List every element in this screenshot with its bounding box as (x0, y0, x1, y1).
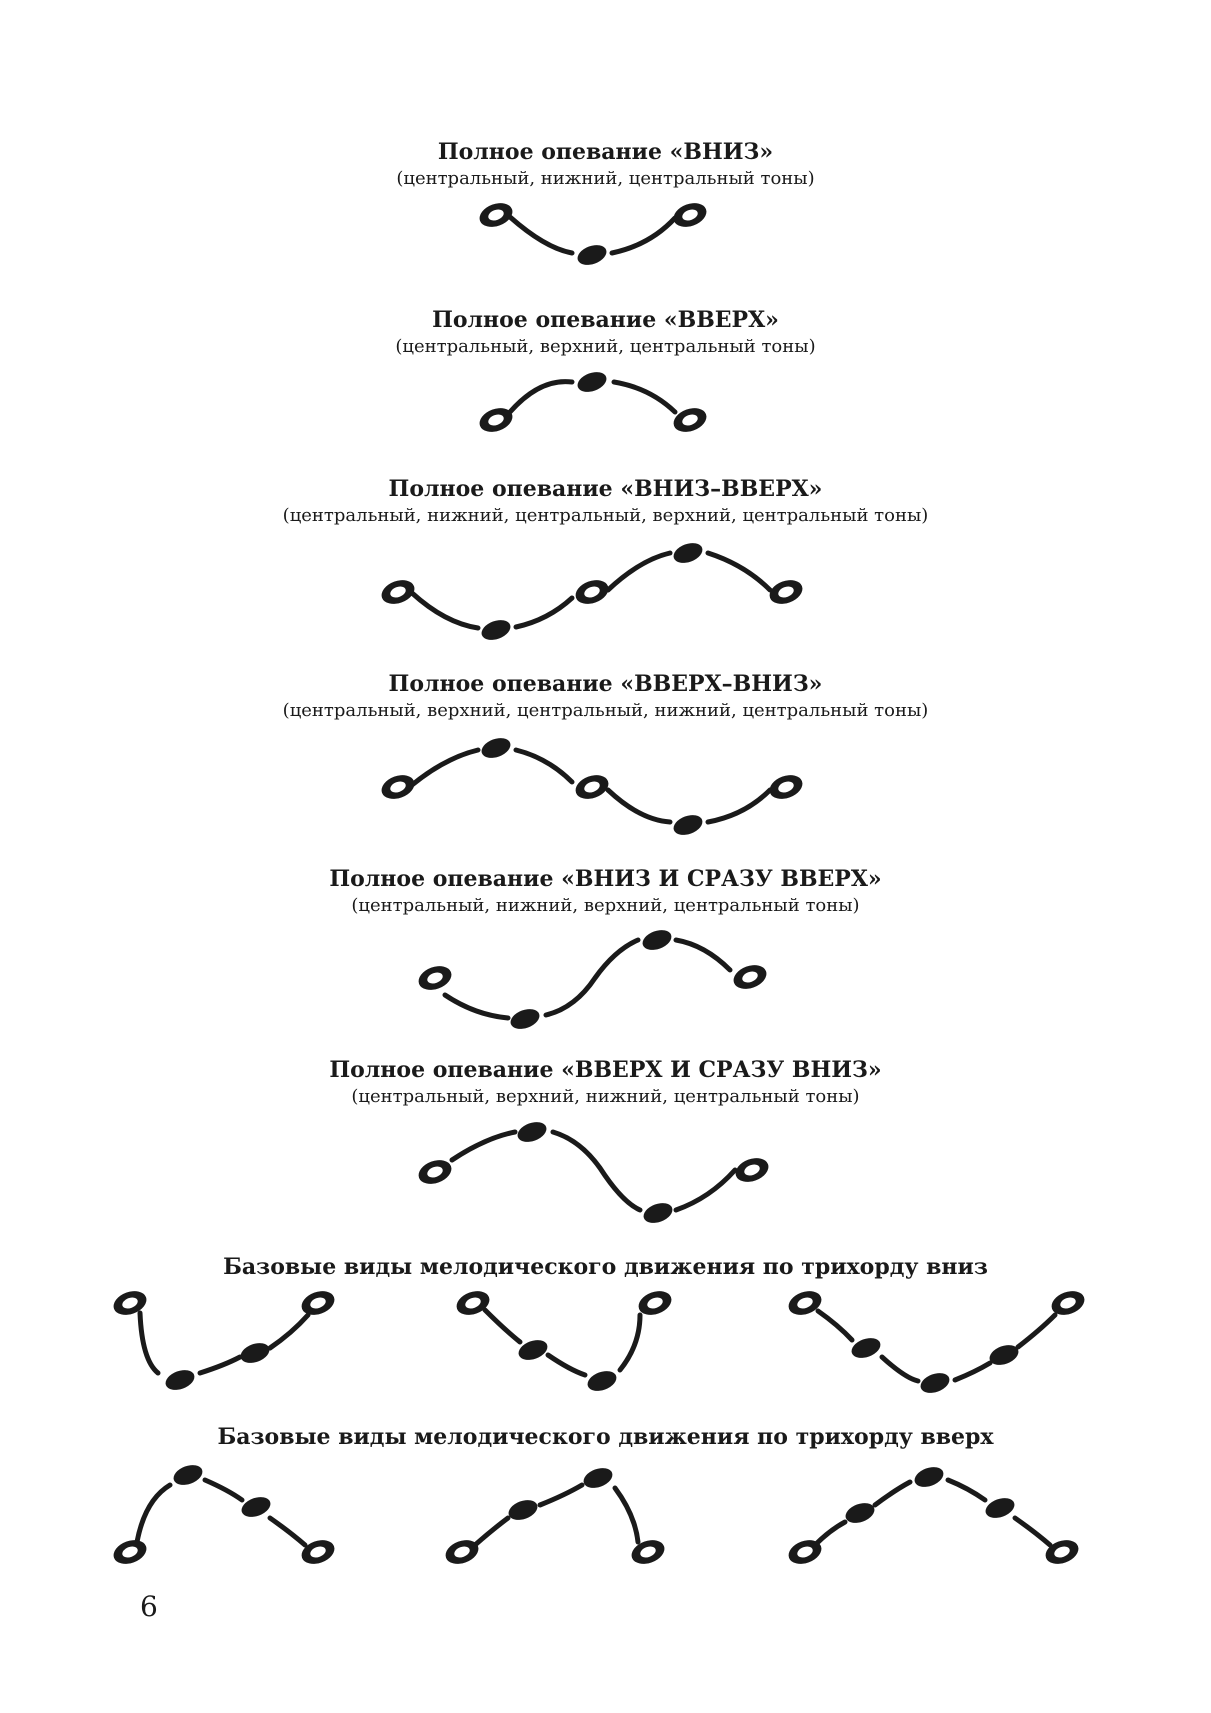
notehead-open (378, 771, 417, 803)
notehead-open (572, 771, 611, 803)
notehead-filled (641, 1199, 675, 1226)
notehead-open (110, 1287, 149, 1319)
notehead-open (378, 576, 417, 608)
notehead-open (670, 404, 709, 436)
notehead-open (476, 199, 515, 231)
notehead-filled (585, 1367, 619, 1394)
notehead-filled (671, 811, 705, 838)
notehead-filled (238, 1339, 272, 1366)
notehead-open (766, 576, 805, 608)
notehead-open (415, 962, 454, 994)
section-title-down-then-up: Полное опевание «ВНИЗ И СРАЗУ ВВЕРХ» (329, 866, 882, 892)
notehead-open (732, 1154, 771, 1186)
notehead-open (766, 771, 805, 803)
notehead-open (730, 961, 769, 993)
notehead-filled (479, 734, 513, 761)
diagram-up-down (0, 730, 1211, 840)
section-subtitle-up-down: (центральный, верхний, центральный, нижний, центральный тоны) (282, 700, 929, 721)
diagram-down (0, 190, 1211, 270)
diagram-up (0, 360, 1211, 440)
notehead-open (670, 199, 709, 231)
section-title-down-up: Полное опевание «ВНИЗ–ВВЕРХ» (388, 476, 823, 502)
notehead-filled (575, 368, 609, 395)
notehead-filled (581, 1464, 615, 1491)
diagram-down-up (0, 535, 1211, 645)
section-title-up: Полное опевание «ВВЕРХ» (432, 307, 779, 333)
notehead-filled (163, 1366, 197, 1393)
notehead-open (628, 1536, 667, 1568)
notehead-filled (515, 1118, 549, 1145)
trichord-up-title: Базовые виды мелодического движения по трихорду вверх (217, 1424, 994, 1450)
notehead-filled (843, 1499, 877, 1526)
notehead-filled (671, 539, 705, 566)
section-title-up-then-down: Полное опевание «ВВЕРХ И СРАЗУ ВНИЗ» (329, 1057, 882, 1083)
notehead-filled (983, 1494, 1017, 1521)
notehead-open (298, 1536, 337, 1568)
notehead-open (110, 1536, 149, 1568)
notehead-filled (912, 1463, 946, 1490)
section-title-down: Полное опевание «ВНИЗ» (437, 139, 774, 165)
section-subtitle-down-up: (центральный, нижний, центральный, верхний, центральный тоны) (282, 505, 929, 526)
notehead-open (415, 1156, 454, 1188)
section-title-up-down: Полное опевание «ВВЕРХ–ВНИЗ» (388, 671, 823, 697)
diagram-down-then-up (0, 920, 1211, 1030)
notehead-filled (640, 926, 674, 953)
section-subtitle-down-then-up: (центральный, нижний, верхний, центральный тоны) (351, 895, 860, 916)
notehead-filled (508, 1005, 542, 1032)
notehead-open (442, 1536, 481, 1568)
trichord-down-title: Базовые виды мелодического движения по трихорду вниз (223, 1254, 988, 1280)
section-subtitle-down: (центральный, нижний, центральный тоны) (396, 168, 815, 189)
notehead-open (572, 576, 611, 608)
notehead-filled (171, 1461, 205, 1488)
notehead-filled (506, 1496, 540, 1523)
page-number: 6 (140, 1590, 158, 1623)
notehead-filled (479, 616, 513, 643)
notehead-filled (575, 241, 609, 268)
section-subtitle-up: (центральный, верхний, центральный тоны) (395, 336, 816, 357)
trichord-up-diagrams (0, 1460, 1211, 1570)
notehead-open (298, 1287, 337, 1319)
notehead-filled (918, 1369, 952, 1396)
trichord-down-diagrams (0, 1285, 1211, 1405)
diagram-up-then-down (0, 1110, 1211, 1230)
section-subtitle-up-then-down: (центральный, верхний, нижний, центральный тоны) (351, 1086, 860, 1107)
